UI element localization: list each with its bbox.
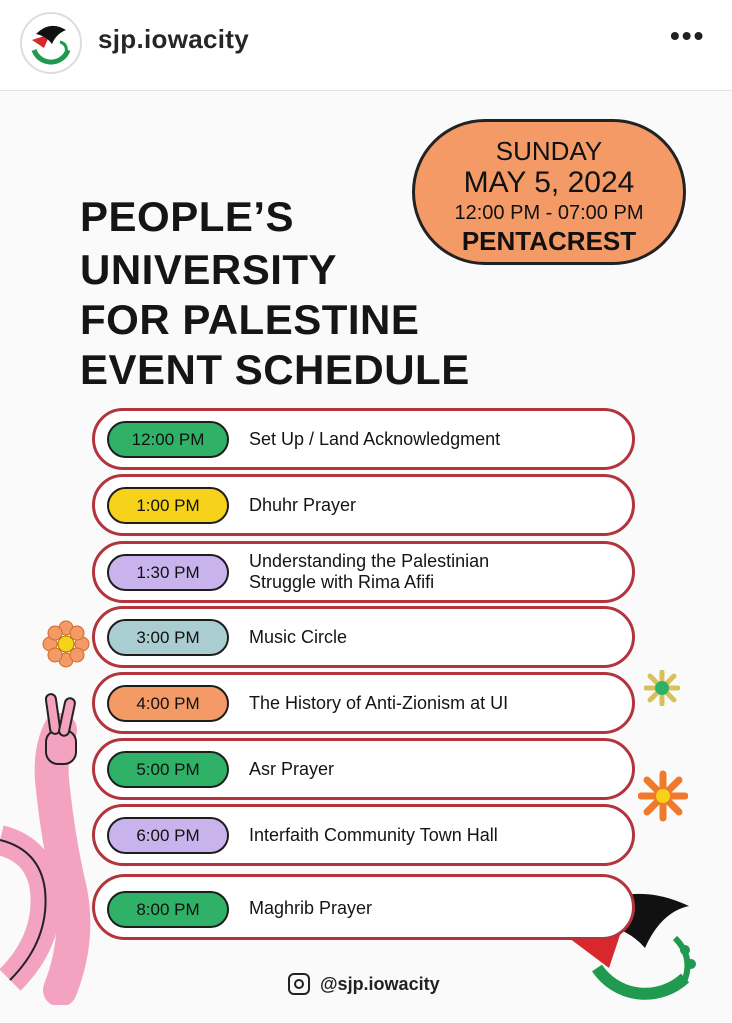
time-badge: 12:00 PM (107, 421, 229, 458)
poster-title-line: EVENT SCHEDULE (80, 346, 470, 393)
flower-icon (42, 620, 90, 668)
time-badge: 5:00 PM (107, 751, 229, 788)
flower-icon (638, 770, 688, 822)
event-title: Dhuhr Prayer (249, 494, 357, 515)
instagram-icon (288, 973, 310, 995)
event-title: Set Up / Land Acknowledgment (249, 428, 501, 449)
event-date: MAY 5, 2024 (463, 166, 635, 199)
peace-hand-illustration (0, 690, 110, 1005)
time-badge: 1:00 PM (107, 487, 229, 524)
event-location: PENTACREST (461, 226, 637, 256)
schedule-row (92, 474, 635, 536)
schedule-row (92, 874, 635, 940)
schedule-row (92, 672, 635, 734)
time-badge: 8:00 PM (107, 891, 229, 928)
event-date-badge (412, 119, 686, 265)
poster-title-line: UNIVERSITY (80, 246, 338, 293)
schedule-row (92, 541, 635, 603)
event-title: Music Circle (249, 626, 348, 647)
time-badge: 1:30 PM (107, 554, 229, 591)
footer-handle: @sjp.iowacity (320, 973, 440, 994)
sjp-logo-icon[interactable] (20, 12, 82, 74)
time-badge: 6:00 PM (107, 817, 229, 854)
schedule-row (92, 738, 635, 800)
daisy-icon (644, 670, 680, 706)
event-title: Asr Prayer (249, 758, 335, 779)
post-header (0, 0, 732, 91)
schedule-row (92, 606, 635, 668)
time-badge: 3:00 PM (107, 619, 229, 656)
event-title: Interfaith Community Town Hall (249, 824, 498, 845)
event-time-range: 12:00 PM - 07:00 PM (454, 202, 644, 224)
schedule-row (92, 804, 635, 866)
event-title: Maghrib Prayer (249, 897, 373, 918)
schedule-row (92, 408, 635, 470)
event-day: SUNDAY (495, 136, 603, 166)
more-options-icon[interactable]: ••• (670, 20, 706, 51)
event-title: The History of Anti-Zionism at UI (249, 692, 509, 713)
time-badge: 4:00 PM (107, 685, 229, 722)
post-username[interactable]: sjp.iowacity (98, 24, 249, 54)
poster-footer (288, 971, 440, 997)
poster-title-line: FOR PALESTINE (80, 296, 420, 343)
event-title: Understanding the Palestinian Struggle with Rima Afifi (249, 551, 490, 592)
poster-title-line: PEOPLE’S (80, 193, 295, 240)
